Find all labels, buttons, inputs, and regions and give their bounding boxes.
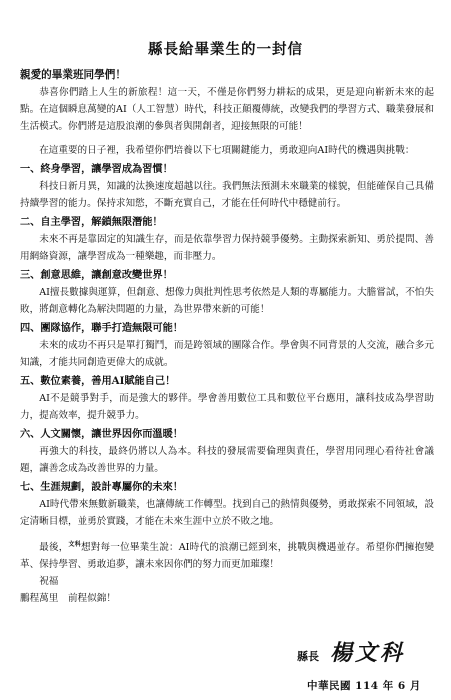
section-text-6: 再強大的科技，最終仍將以人為本。科技的發展需要倫理與責任，學習用同理心看待社會議題，讓善念成為改善世界的力量。	[20, 446, 434, 474]
section-text-5: AI不是競爭對手，而是強大的夥伴。學會善用數位工具和數位平台應用，讓科技成為學習助力，提高效率，提升競爭力。	[20, 393, 434, 421]
intro-paragraph-2: 在這重要的日子裡，我希望你們培養以下七項關鍵能力，勇敢迎向AI時代的機遇與挑戰：	[39, 145, 415, 156]
signature-title: 縣長	[297, 650, 319, 663]
wish-line: 鵬程萬里 前程似錦！	[20, 593, 116, 605]
section-heading-7: 七、生涯規劃，設計專屬你的未來！	[20, 481, 183, 493]
section-text-2: 未來不再是靠固定的知識生存，而是依靠學習力保持競爭優勢。主動探索新知、勇於提問、善用網絡資源，讓學習成為一種樂趣，而非壓力。	[20, 234, 434, 262]
closing-prefix: 最後，	[39, 542, 69, 554]
letter-title: 縣長給畢業生的一封信	[148, 41, 303, 58]
closing-paragraph	[20, 536, 434, 573]
closing-rest: 想對每一位畢業生說：AI時代的浪潮已經到來，挑戰與機遇並存。希望你們擁抱變革、保持學習、勇敢追夢，讓未來因你們的努力而更加璀璨！	[20, 542, 435, 571]
section-text-3: AI擅長數據與運算，但創意、想像力與批判性思考依然是人類的專屬能力。大膽嘗試，不怕失敗，將創意轉化為解決問題的力量，為世界帶來新的可能！	[20, 287, 434, 315]
closing-superscript: 文科	[68, 541, 81, 548]
salutation: 親愛的畢業班同學們！	[20, 69, 126, 81]
section-heading-2: 二、自主學習，解鎖無限潛能！	[20, 216, 163, 228]
letter-body	[20, 66, 434, 607]
intro-paragraph-1: 恭喜你們踏上人生的新旅程！這一天，不僅是你們努力耕耘的成果，更是迎向嶄新未來的起點。在這個瞬息萬變的AI（人工智慧）時代，科技正顛覆傳統，改變我們的學習方式、職業發展和生活模式。你們將是這股浪潮的參與者與開創者，迎接無限的可能！	[20, 87, 434, 132]
section-text-1: 科技日新月異，知識的汰換速度超越以往。我們無法預測未來職業的樣貌，但能確保自己具備持續學習的能力。保持求知慾，不斷充實自己，才能在任何時代中穩健前行。	[20, 181, 434, 209]
section-heading-3: 三、創意思維，讓創意改變世界！	[20, 269, 173, 281]
blessing: 祝福	[39, 576, 59, 588]
section-heading-6: 六、人文關懷，讓世界因你而溫暖！	[20, 428, 183, 440]
signature-name: 楊文科	[330, 640, 406, 666]
section-text-4: 未來的成功不再只是單打獨鬥，而是跨領域的團隊合作。學會與不同背景的人交流，融合多元知識，才能共同創造更偉大的成就。	[20, 340, 434, 368]
section-heading-5: 五、數位素養，善用AI賦能自己！	[20, 375, 176, 387]
letter-date: 中華民國 114 年 6 月	[307, 680, 421, 692]
section-heading-1: 一、終身學習，讓學習成為習慣！	[20, 163, 173, 175]
section-heading-4: 四、團隊協作，聯手打造無限可能！	[20, 322, 183, 334]
section-text-7: AI時代帶來無數新職業，也讓傳統工作轉型。找到自己的熱情與優勢，勇敢探索不同領域，設定清晰目標，並勇於實踐，才能在未來生涯中立於不敗之地。	[20, 499, 434, 527]
